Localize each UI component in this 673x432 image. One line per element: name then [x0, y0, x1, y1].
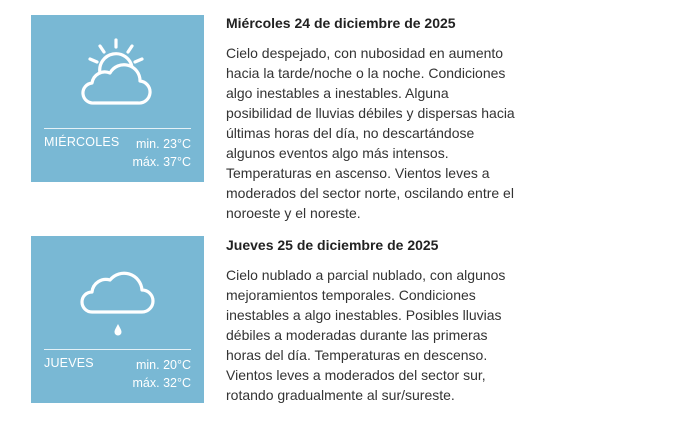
- min-value: 20°C: [163, 358, 191, 372]
- min-temperature: [132, 356, 191, 374]
- forecast-text-block: [226, 14, 516, 223]
- min-value: 23°C: [163, 137, 191, 151]
- card-divider: [44, 128, 191, 129]
- temperature-range: [132, 135, 191, 171]
- sun-cloud-icon: [78, 37, 158, 117]
- max-label: máx.: [132, 155, 160, 169]
- weather-card: [31, 236, 204, 403]
- max-value: 37°C: [163, 155, 191, 169]
- min-label: min.: [135, 358, 160, 372]
- weather-card: [31, 15, 204, 182]
- forecast-date: Jueves 25 de diciembre de 2025: [226, 237, 439, 253]
- day-label: JUEVES: [44, 356, 94, 370]
- max-temperature: [132, 153, 191, 171]
- min-label: min.: [135, 137, 160, 151]
- day-label: MIÉRCOLES: [44, 135, 120, 149]
- max-label: máx.: [132, 376, 160, 390]
- forecast-text-block: [226, 236, 516, 405]
- forecast-date: Miércoles 24 de diciembre de 2025: [226, 15, 456, 31]
- card-divider: [44, 349, 191, 350]
- temperature-range: [132, 356, 191, 392]
- min-temperature: [132, 135, 191, 153]
- max-temperature: [132, 374, 191, 392]
- cloud-drizzle-icon: [78, 258, 158, 338]
- forecast-description: Cielo nublado a parcial nublado, con algunos mejoramientos temporales. Condiciones inestables a algo inestables. Posibles lluvias débiles a moderadas durante las primeras horas del día. Temperaturas en descenso. Vientos leves a moderados del sector sur, rotando gradualmente al sur/sureste.: [226, 267, 506, 403]
- forecast-description: Cielo despejado, con nubosidad en aumento hacia la tarde/noche o la noche. Condiciones algo inestables a inestables. Alguna posibilidad de lluvias débiles y dispersas hacia últimas horas del día, no descartándose algunos eventos algo más intensos. Temperaturas en ascenso. Vientos leves a moderados del sector norte, oscilando entre el noroeste y el noreste.: [226, 45, 515, 221]
- max-value: 32°C: [163, 376, 191, 390]
